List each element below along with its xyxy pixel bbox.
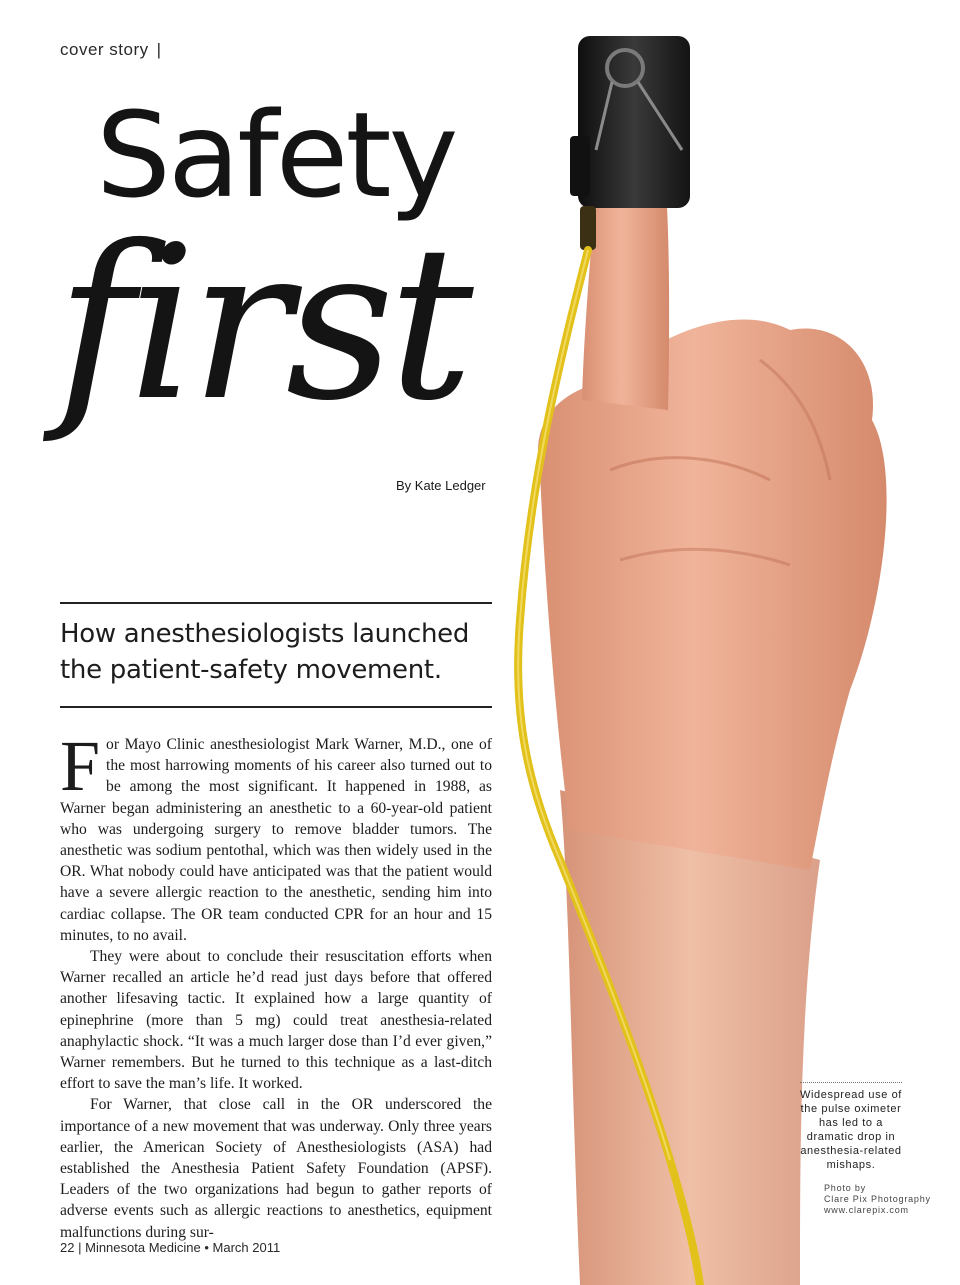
deck-subtitle: How anesthesiologists launched the patient-safety movement. [60,619,470,685]
title-line-safety: Safety [96,86,456,224]
folio-divider: | [78,1240,82,1255]
byline: By Kate Ledger [396,478,486,493]
folio [60,1240,280,1255]
drop-cap: F [60,726,101,806]
oximeter-body [578,36,690,208]
kicker-label: cover story [60,40,149,59]
photo-credit [824,1183,944,1216]
article-paragraph-2: They were about to conclude their resuscitation efforts when Warner recalled an article he’d read just days before that offered another lifesaving tactic. It explained how a large quantity of epinephrine (more than 5 mg) could treat anesthesia-related anaphylactic shock. “It was a much larger dose than I’d ever given,” Warner remembers. But he turned to this technique as a last-ditch effort to save the man’s life. It worked. [60,948,492,1093]
fist [538,320,887,870]
credit-line-1: Photo by [824,1183,866,1193]
article-body [60,726,492,1243]
oximeter-clip [570,136,590,196]
kicker-divider: | [156,40,162,59]
credit-line-3: www.clarepix.com [824,1205,909,1215]
title-line-first: first [56,200,468,447]
article-paragraph-3: For Warner, that close call in the OR underscored the importance of a new movement that was underway. Only three years earlier, the American Society of Anesthesiologists (ASA) had established the Anesthesia Patient Safety Foundation (APSF). Leaders of the two organizations had begun to gather reports of adverse events such as allergic reactions to anesthetics, equipment malfunctions during sur- [60,1096,492,1241]
issue-date: March 2011 [212,1240,281,1255]
oximeter-connector [580,206,596,250]
page-number: 22 [60,1240,75,1255]
photo-caption: Widespread use of the pulse oximeter has led to a dramatic drop in anesthesia-related mishaps. [800,1082,902,1172]
paragraph-1-text: or Mayo Clinic anesthesiologist Mark Warner, M.D., one of the most harrowing moments of his career also turned out to be among the most significant. It happened in 1988, as Warner began administering an anesthetic to a 60-year-old patient who was undergoing surgery to remove bladder tumors. The anesthetic was sodium pentothal, which was then widely used in the OR. What nobody could have anticipated was that the patient would have a severe allergic reaction to the anesthetic, sending him into cardiac collapse. The OR team conducted CPR for an hour and 15 minutes, to no avail. [60,736,492,944]
article-paragraph-1 [60,726,492,946]
publication-name: Minnesota Medicine [85,1240,201,1255]
folio-bullet: • [204,1240,209,1255]
section-kicker [60,40,162,60]
deck-rule-bottom [60,706,492,708]
deck-rule-top [60,602,492,604]
credit-line-2: Clare Pix Photography [824,1194,931,1204]
